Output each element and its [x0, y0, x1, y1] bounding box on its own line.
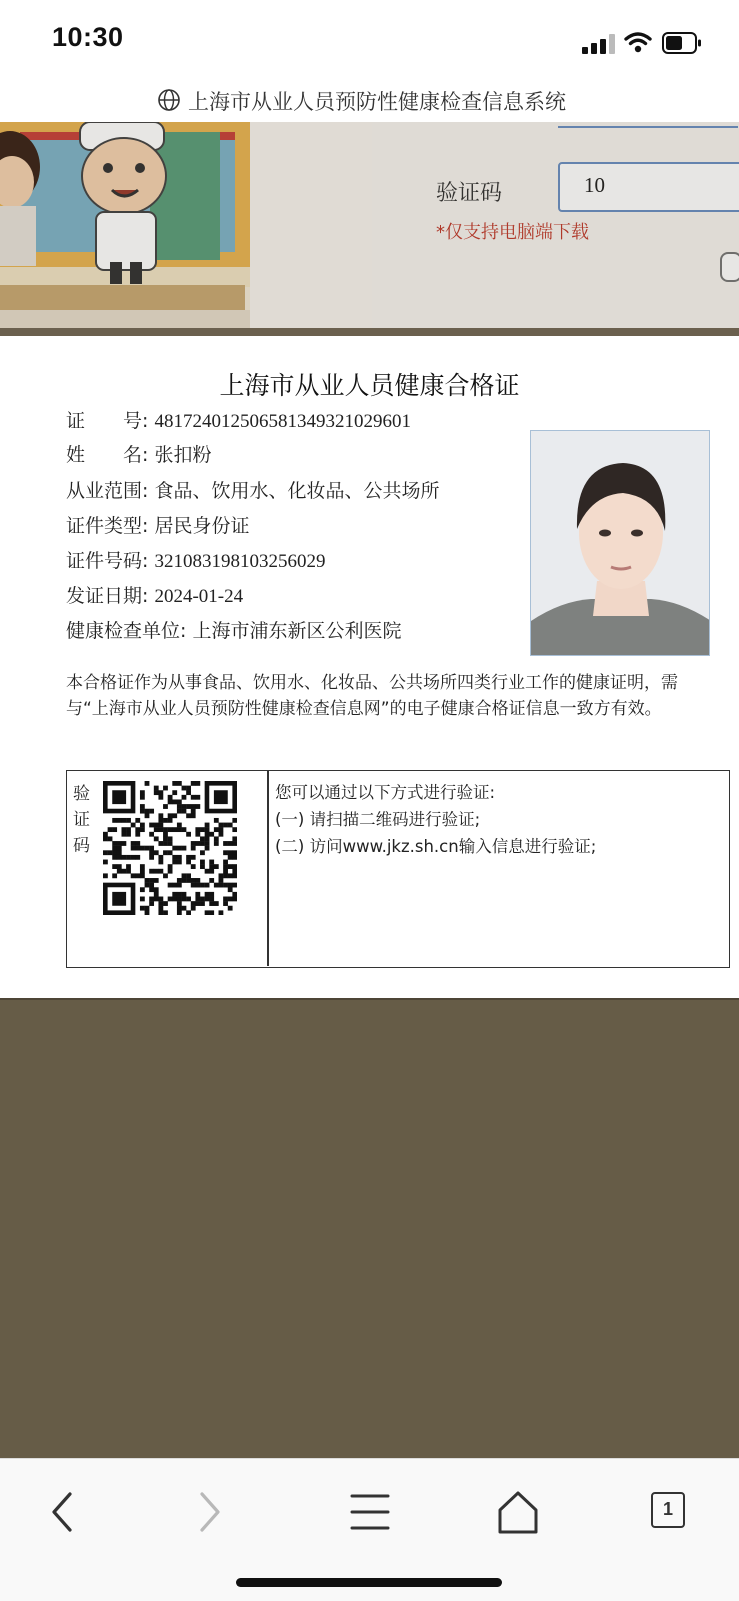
- field-label: 发证日期:: [66, 585, 149, 607]
- field-label: 证件号码:: [66, 550, 149, 572]
- verify-instructions: [275, 779, 596, 860]
- field-value: 481724012506581349321029601: [154, 411, 411, 432]
- site-title: 上海市从业人员预防性健康检查信息系统: [188, 90, 566, 114]
- field-id-type: [66, 511, 249, 538]
- banner-divider: [0, 328, 739, 336]
- overlay-shade: [0, 122, 739, 336]
- verify-qr-label: 验证码: [73, 784, 90, 856]
- page-background: [0, 1000, 739, 1458]
- forward-icon[interactable]: [180, 1484, 240, 1540]
- field-value: 居民身份证: [154, 515, 250, 537]
- menu-icon[interactable]: [340, 1484, 400, 1540]
- captcha-input[interactable]: 10: [558, 162, 739, 212]
- certificate-title: 上海市从业人员健康合格证: [219, 371, 520, 400]
- health-certificate: [0, 336, 739, 1000]
- battery-icon: [662, 32, 702, 54]
- field-value: 321083198103256029: [154, 551, 326, 572]
- tab-count: 1: [662, 1499, 673, 1519]
- holder-photo: [530, 430, 710, 656]
- back-icon[interactable]: [32, 1484, 92, 1540]
- field-value: 食品、饮用水、化妆品、公共场所: [154, 480, 440, 502]
- page-banner: [0, 122, 739, 336]
- field-value: 2024-01-24: [154, 586, 244, 607]
- globe-icon: [157, 88, 181, 112]
- verify-line: (二) 访问www.jkz.sh.cn输入信息进行验证;: [275, 837, 597, 856]
- pc-only-note: *仅支持电脑端下载: [436, 222, 589, 243]
- field-cert-number: [66, 406, 411, 433]
- verify-line: (一) 请扫描二维码进行验证;: [275, 810, 481, 829]
- field-name: [66, 440, 211, 467]
- home-indicator: [236, 1578, 502, 1587]
- verification-box: [66, 770, 730, 968]
- field-value: 张扣粉: [154, 444, 212, 466]
- signal-icon: [582, 34, 618, 54]
- field-label: 健康检查单位:: [66, 620, 187, 642]
- status-time: 10:30: [52, 22, 124, 52]
- verify-line: 您可以通过以下方式进行验证:: [275, 783, 496, 802]
- wifi-icon: [624, 30, 652, 54]
- field-label: 证件类型:: [66, 515, 149, 537]
- captcha-label: 验证码: [436, 181, 503, 206]
- field-issue-date: [66, 581, 243, 608]
- certificate-notice: 本合格证作为从事食品、饮用水、化妆品、公共场所四类行业工作的健康证明，需 与“上海市从业人员预防性健康检查信息网”的电子健康合格证信息一致方有效。: [66, 673, 678, 719]
- field-value: 上海市浦东新区公利医院: [192, 620, 402, 642]
- field-id-number: [66, 546, 325, 573]
- qr-code[interactable]: [103, 781, 237, 915]
- field-exam-unit: [66, 616, 401, 643]
- home-icon[interactable]: [488, 1484, 548, 1540]
- tabs-icon[interactable]: [651, 1492, 685, 1528]
- field-scope: [66, 476, 439, 503]
- field-label: 姓 名:: [66, 444, 149, 466]
- verify-divider: [267, 771, 269, 966]
- field-label: 证 号:: [66, 410, 149, 432]
- field-label: 从业范围:: [66, 480, 149, 502]
